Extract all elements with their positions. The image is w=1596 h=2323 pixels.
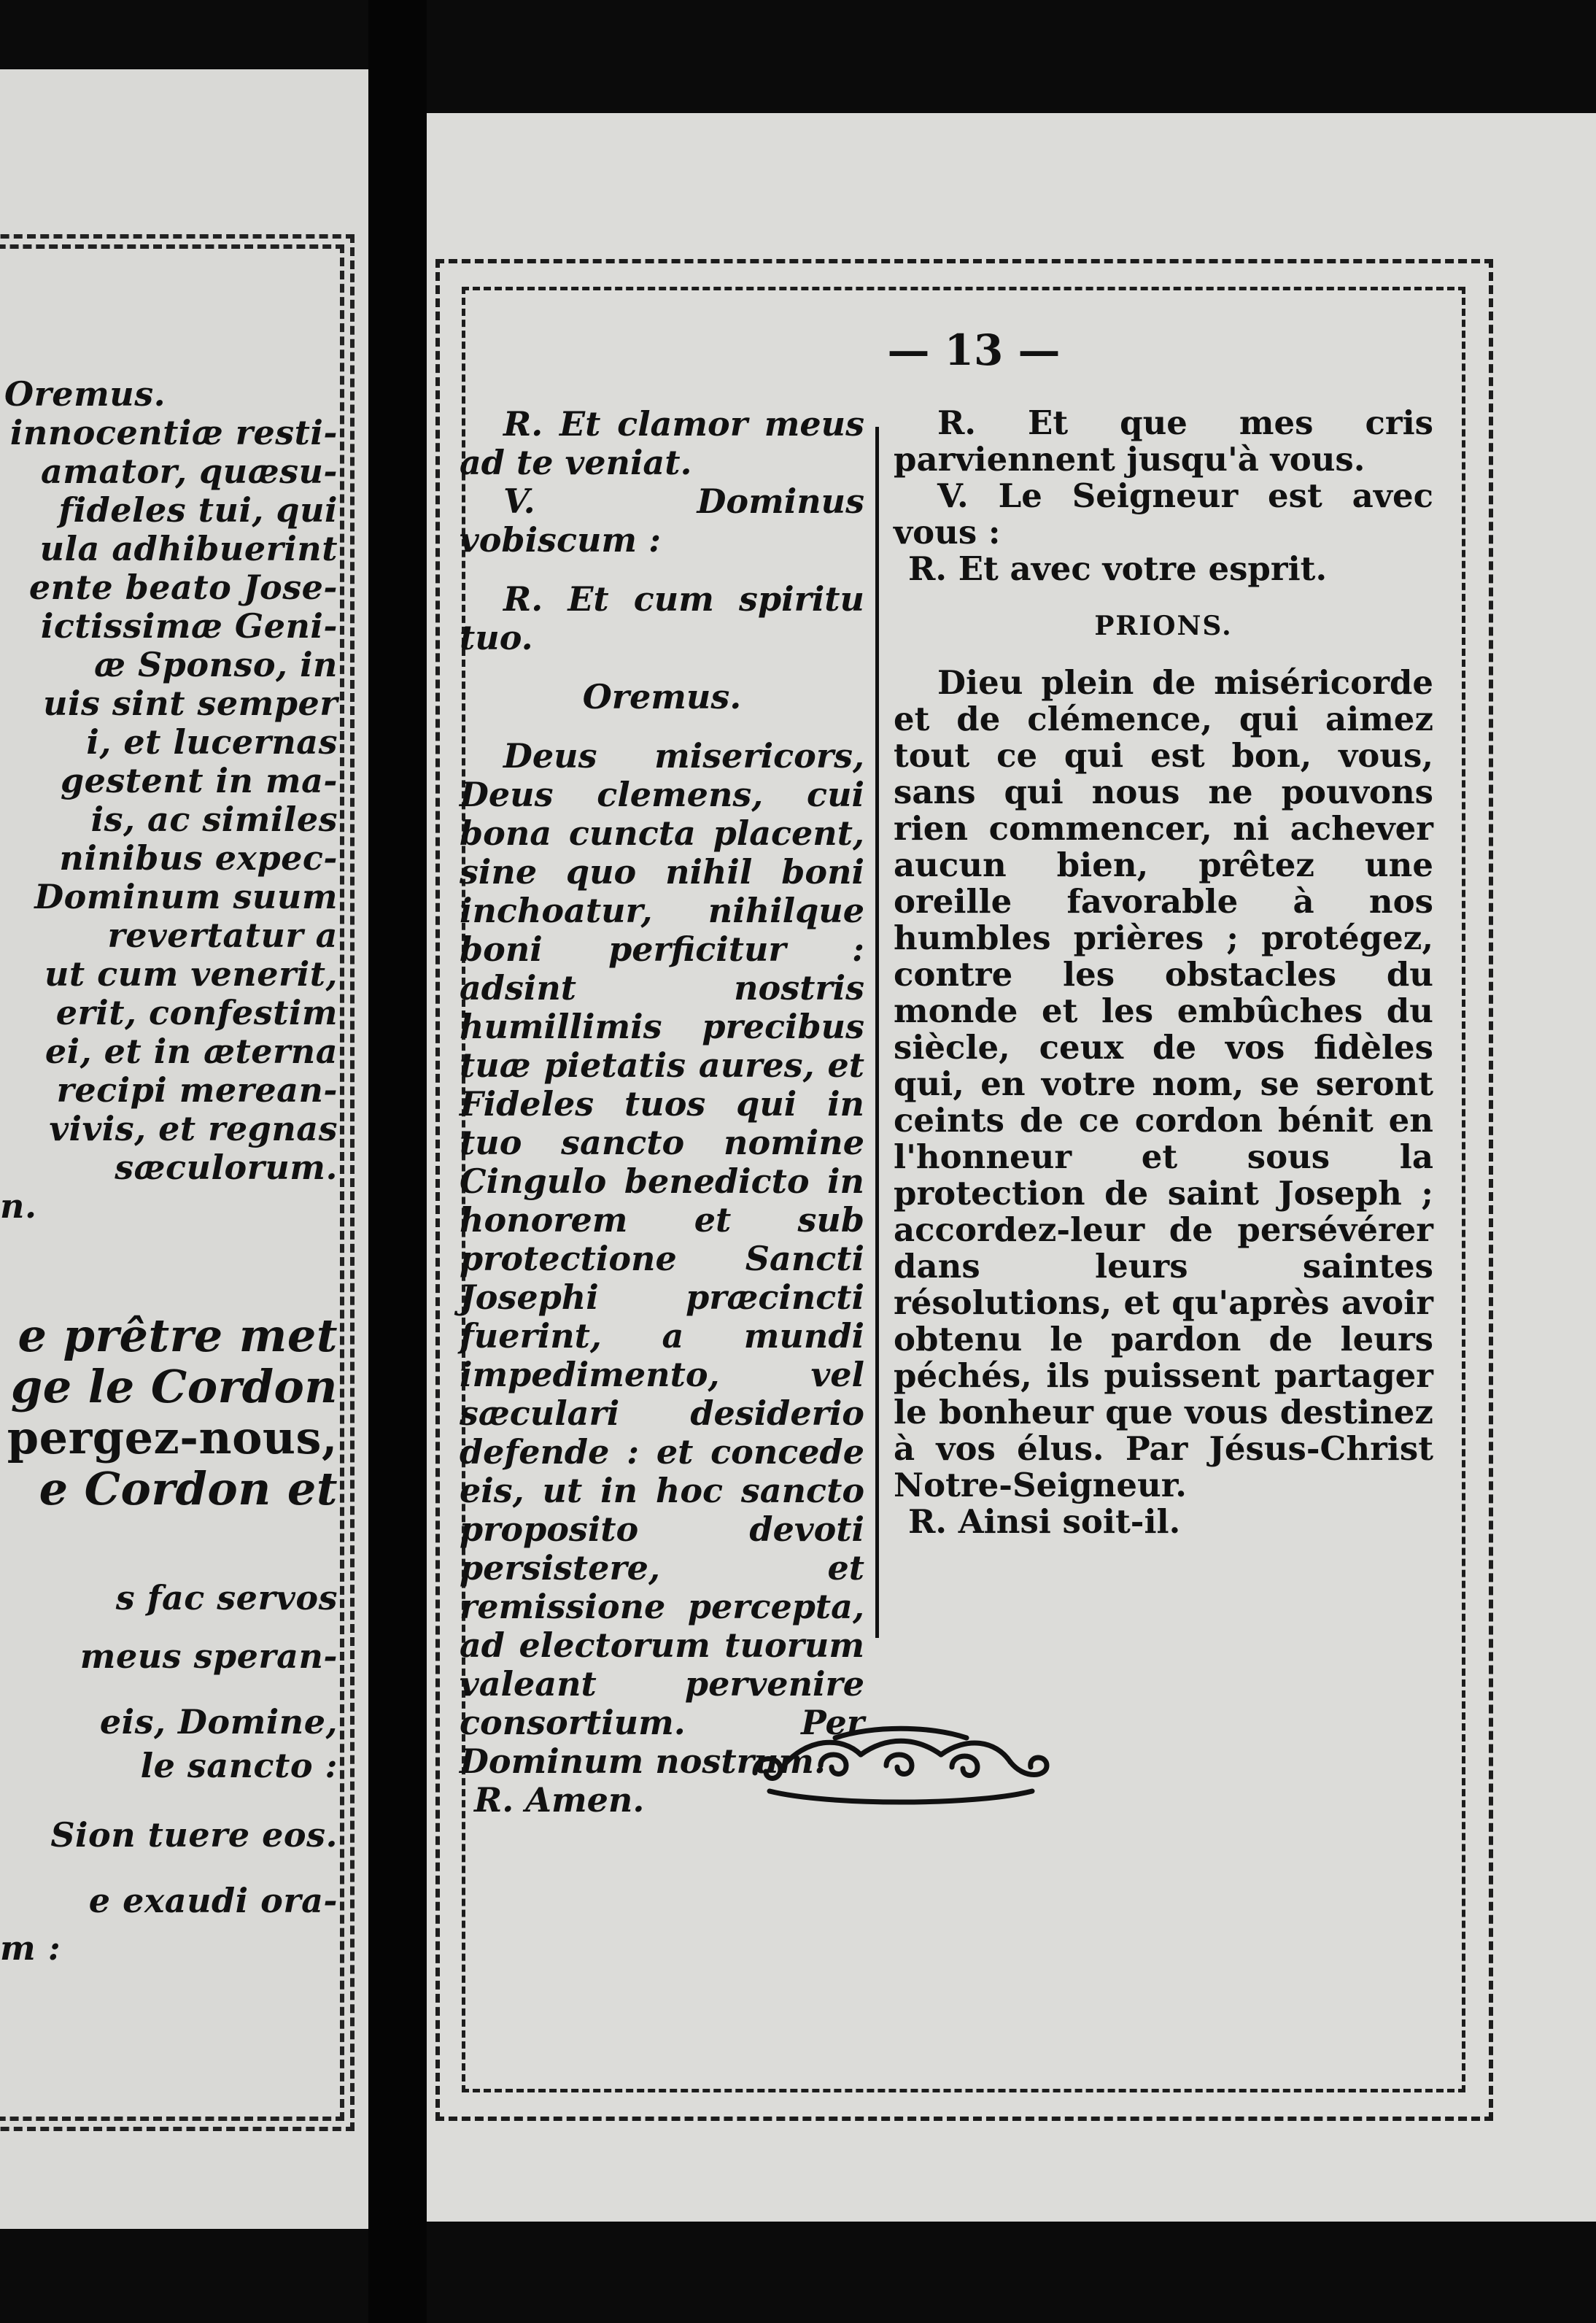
latin-response-2: R. Et cum spiritu tuo.	[460, 579, 864, 657]
left-page-line: is, ac similes	[90, 800, 338, 839]
french-response-2: R. Et avec votre esprit.	[908, 549, 1328, 588]
left-page	[0, 69, 368, 2229]
left-page-line: æ Sponso, in	[94, 645, 338, 684]
left-page-line: eis, Domine,	[99, 1702, 338, 1742]
left-page-line: ente beato Jose-	[28, 568, 338, 607]
left-page-line: vivis, et regnas	[49, 1109, 338, 1148]
left-page-line: innocentiæ resti-	[9, 413, 338, 452]
left-page-line: fideles tui, qui	[58, 490, 338, 530]
left-page-line: i, et lucernas	[86, 722, 338, 762]
latin-versicle-1: V. Dominus vobiscum :	[460, 482, 864, 560]
latin-column	[460, 405, 864, 1820]
french-heading: PRIONS.	[1094, 611, 1233, 641]
latin-heading: Oremus.	[582, 677, 742, 716]
left-page-line: sæculorum.	[115, 1148, 338, 1187]
page-number: — 13 —	[887, 325, 1061, 375]
french-prayer: Dieu plein de miséricorde et de clémence, qui aimez tout ce qui est bon, vous, sans qui nous ne pouvons rien commencer, ni achever aucun bien, prêtez une oreille favorable à nos humbles prières ; protégez, contre les obstacles du monde et les embûches du siècle, ceux de vos fidèles qui, en votre nom, se seront ceints de ce cordon bénit en l'honneur et sous la protection de saint Joseph ; accordez-leur de persévérer dans leurs saintes résolutions, et qu'après avoir obtenu le pardon de leurs péchés, ils puissent partager le bonheur que vous destinez à vos élus. Par Jésus-Christ Notre-Seigneur.	[894, 663, 1433, 1504]
left-page-line: ictissimæ Geni-	[40, 606, 338, 646]
left-page-line: e exaudi ora-	[88, 1881, 338, 1920]
left-page-line: Sion tuere eos.	[50, 1815, 338, 1855]
latin-prayer: Deus misericors, Deus clemens, cui bona cuncta placent, sine quo nihil boni inchoatur, nihilque boni perficitur : adsint nostris humillimis precibus tuæ pietatis aures, et Fideles tuos qui in tuo sancto nomine Cingulo benedicto in honorem et sub protectione Sancti Josephi præcincti fuerint, a mundi impedimento, vel sæculari desiderio defende : et concede eis, ut in hoc sancto proposito devoti persistere, et remissione percepta, ad electorum tuorum valeant pervenire consortium. Per Dominum nostrum.	[460, 736, 864, 1781]
latin-response-1: R. Et clamor meus ad te veniat.	[460, 404, 864, 482]
left-page-line: amator, quæsu-	[40, 452, 338, 491]
left-page-line: pergez-nous,	[7, 1411, 338, 1464]
left-page-line: ei, et in æterna	[44, 1032, 338, 1071]
left-page-line: Dominum suum	[34, 877, 338, 916]
french-column	[894, 405, 1433, 1540]
left-page-line: ninibus expec-	[59, 838, 338, 878]
left-page-line: ge le Cordon	[10, 1360, 338, 1413]
left-page-line: e prêtre met	[18, 1309, 338, 1362]
left-page-line: s fac servos	[115, 1578, 338, 1617]
left-page-line: meus speran-	[80, 1636, 338, 1676]
left-page-line: n.	[0, 1186, 37, 1226]
scroll-ornament-icon	[740, 1722, 1061, 1809]
right-page	[427, 113, 1596, 2222]
left-page-line: ut cum venerit,	[44, 954, 338, 994]
left-page-line: uis sint semper	[43, 684, 338, 723]
french-versicle-1: V. Le Seigneur est avec vous :	[894, 476, 1433, 552]
left-page-line: m :	[0, 1928, 61, 1968]
left-page-line: le sancto :	[140, 1746, 338, 1785]
book-gutter	[368, 0, 427, 2323]
left-page-line: recipi merean-	[56, 1070, 338, 1110]
column-divider	[875, 427, 879, 1638]
left-page-line: Oremus.	[4, 374, 166, 414]
left-page-line: ula adhibuerint	[39, 529, 338, 568]
latin-amen: R. Amen.	[474, 1780, 645, 1820]
left-page-line: e Cordon et	[39, 1462, 338, 1515]
left-page-line: gestent in ma-	[60, 761, 338, 800]
left-page-line: revertatur a	[107, 916, 338, 955]
french-response-1: R. Et que mes cris parviennent jusqu'à vous.	[894, 403, 1433, 479]
french-amen: R. Ainsi soit-il.	[908, 1502, 1181, 1541]
left-page-line: erit, confestim	[55, 993, 338, 1032]
